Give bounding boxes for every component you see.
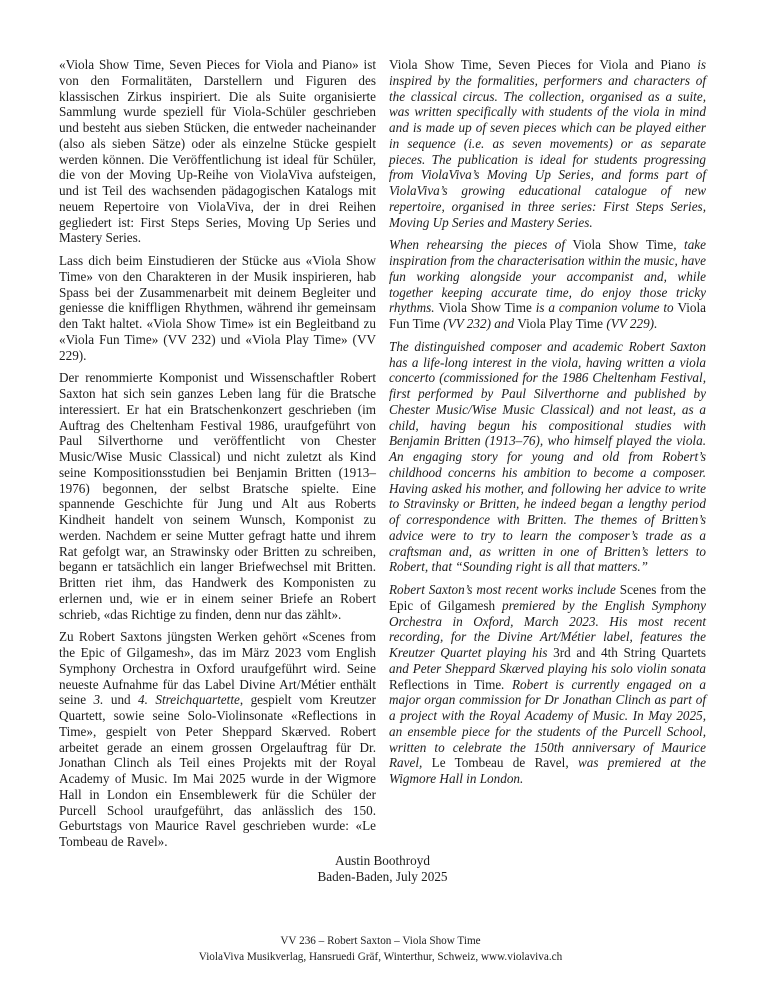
text-run: Le Tombeau de Ravel — [431, 755, 566, 771]
paragraph — [59, 57, 376, 246]
paragraph — [389, 237, 706, 332]
text-run: (VV 229). — [603, 316, 658, 331]
text-run: is a companion volume to — [531, 300, 678, 316]
text-run: , take inspiration from the characterisation within the music, have fun working alongside your accompanist and, while together keeping accurate time, do enjoy those tricky rhythms. — [389, 237, 707, 316]
paragraph — [59, 629, 376, 850]
text-run: Viola Play Time — [517, 316, 604, 331]
text-run: , was premiered at the Wigmore Hall in London. — [389, 755, 706, 786]
text-run: «Viola Show Time, Seven Pieces for Viola and Piano» ist von den Formalitäten, Darstellern und Figuren des klassischen Zirkus inspiriert. Die als Suite organisierte Sammlung wurde speziell für Viola-Schüler geschrieben und besteht aus sieben Stücken, die entweder nacheinander (also als sieben Sätze) oder als einzelne Stücke gespielt werden können. Die Veröffentlichung ist ideal für Schüler, die von der Moving Up-Reihe von ViolaViva aufsteigen, und ist Teil des wachsenden pädagogischen Katalogs mit neuem Repertoire von ViolaViva, der in drei Reihen gegliedert ist: First Steps Series, Moving Up Series und Mastery Series. — [59, 57, 376, 246]
text-run: 3rd and 4th String Quartets — [553, 645, 706, 660]
signature-place-date: Baden-Baden, July 2025 — [317, 869, 448, 885]
paragraph — [59, 253, 376, 363]
paragraph — [389, 582, 706, 787]
text-run: Viola Show Time, Seven Pieces for Viola and Piano — [389, 57, 698, 72]
signature-block — [59, 853, 706, 886]
text-run: Zu Robert Saxtons jüngsten Werken gehört «Scenes from the Epic of Gilgamesh», das im März 2023 vom English Symphony Orchestra in Oxford uraufgeführt wird. Seine neueste Aufnahme für das Label Divine Art/Métier enthält seine — [59, 629, 376, 708]
text-run: Viola Show Time — [438, 300, 532, 316]
text-run: 4. Streichquartette — [138, 692, 240, 708]
text-run: Viola Fun Time — [389, 300, 706, 331]
column-english — [389, 57, 706, 850]
text-run: Reflections in Time — [389, 676, 502, 692]
text-run: Robert Saxton’s most recent works include — [389, 582, 620, 597]
text-run: When rehearsing the pieces of — [389, 237, 573, 253]
text-run: Scenes from the Epic of Gilgamesh — [389, 582, 706, 613]
text-run: is inspired by the formalities, performers and characters of the classical circus. The collection, organised as a suite, was written specifically with students of the viola in mind and is made up of seven pieces which can be played either in sequence (i.e. as seven movements) or as separate pieces. The publication is ideal for students progressing from ViolaViva’s Moving Up Series, and forms part of ViolaViva’s growing educational catalogue of new repertoire, organised in three series: First Steps Series, Moving Up Series and Mastery Series. — [389, 57, 706, 230]
paragraph — [389, 339, 706, 575]
footer-publisher-line: ViolaViva Musikverlag, Hansruedi Gräf, Winterthur, Schweiz, www.violaviva.ch — [198, 951, 563, 963]
paragraph — [389, 57, 706, 230]
text-run: Der renommierte Komponist und Wissenschaftler Robert Saxton hat sich sein ganzes Leben lang für die Bratsche interessiert. Er hat ein Bratschenkonzert geschrieben (im Auftrag des Cheltenham Festival 1986, uraufgeführt von Paul Silverthorne und veröffentlicht von Chester Music/Wise Music Classical) und nicht zuletzt als Kind seine Kompositionsstudien bei Benjamin Britten (1913–1976) begonnen, der selbst Bratsche spielte. Eine spannende Geschichte für Jung und Alt aus Roberts Kindheit handelt von seinem Wunsch, Komponist zu werden. Nachdem er seine Mutter gefragt hatte und ihrem Rat gefolgt war, an Strawinsky oder Britten zu schreiben, begann er tatsächlich ein langer Briefwechsel mit Britten. Britten riet ihm, das Handwerk des Komponisten zu erlernen und, wie er in einem seiner Briefe an Robert schrieb, «das Richtige zu finden, denn nur das zählt». — [59, 370, 376, 622]
text-run: and Peter Sheppard Skærved playing his solo violin sonata — [389, 660, 706, 676]
text-run: Lass dich beim Einstudieren der Stücke aus «Viola Show Time» von den Charakteren in der Musik inspirieren, hab Spass bei der Zusammenarbeit mit deinem Begleiter und geniesse die kniffligen Rhythmen, während ihr gemeinsam den Takt haltet. «Viola Show Time» ist ein Begleitband zu «Viola Fun Time» (VV 232) und «Viola Play Time» (VV 229). — [59, 253, 376, 363]
text-run: und — [103, 692, 139, 708]
text-run: , gespielt vom Kreutzer Quartett, sowie seine Solo-Violinsonate «Reflections in Time», gespielt von Peter Sheppard Skærved. Robert arbeitet gerade an einem grossen Orgelauftrag für Dr. Jonathan Clinch als Teil eines Projekts mit der Royal Academy of Music. Im Mai 2025 wurde in der Wigmore Hall in London ein Ensemblewerk für die Schüler der Purcell School uraufgeführt, das anlässlich des 150. Geburtstags von Maurice Ravel geschrieben wurde: «Le Tombeau de Ravel». — [59, 692, 376, 849]
two-column-text — [59, 57, 706, 850]
page-footer — [0, 933, 761, 965]
footer-catalog-line: VV 236 – Robert Saxton – Viola Show Time — [280, 935, 481, 947]
text-run: The distinguished composer and academic Robert Saxton has a life-long interest in the viola, having written a viola concerto (commissioned for the 1986 Cheltenham Festival, first performed by Paul Silverthorne and published by Chester Music/Wise Music Classical) and not least, as a child, having begun his compositional studies with Benjamin Britten (1913–76), who himself played the viola. An engaging story for young and old from Robert’s childhood concerns his ambition to become a composer. Having asked his mother, and following her advice to write to Stravinsky or Britten, he indeed began a lengthy period of correspondence with Britten. The themes of Britten’s advice were to try to learn the composer’s trade as a craftsman and, as written in one of Britten’s letters to Robert, that “Sounding right is all that matters.” — [389, 338, 706, 575]
signature-name: Austin Boothroyd — [335, 852, 430, 868]
text-run: 3. — [93, 692, 104, 708]
column-german — [59, 57, 376, 850]
text-run: premiered by the English Symphony Orchestra in Oxford, March 2023. His most recent recording, for the Divine Art/Métier label, features the Kreutzer Quartet playing his — [389, 597, 706, 660]
text-run: (VV 232) and — [439, 316, 518, 331]
text-run: Viola Show Time — [572, 237, 674, 253]
paragraph — [59, 370, 376, 622]
text-run: . Robert is currently engaged on a major organ commission for Dr Jonathan Clinch as part of a project with the Royal Academy of Music. In May 2025, an ensemble piece for the students of the Purcell School, written to celebrate the 150th anniversary of Maurice Ravel, — [389, 676, 706, 771]
